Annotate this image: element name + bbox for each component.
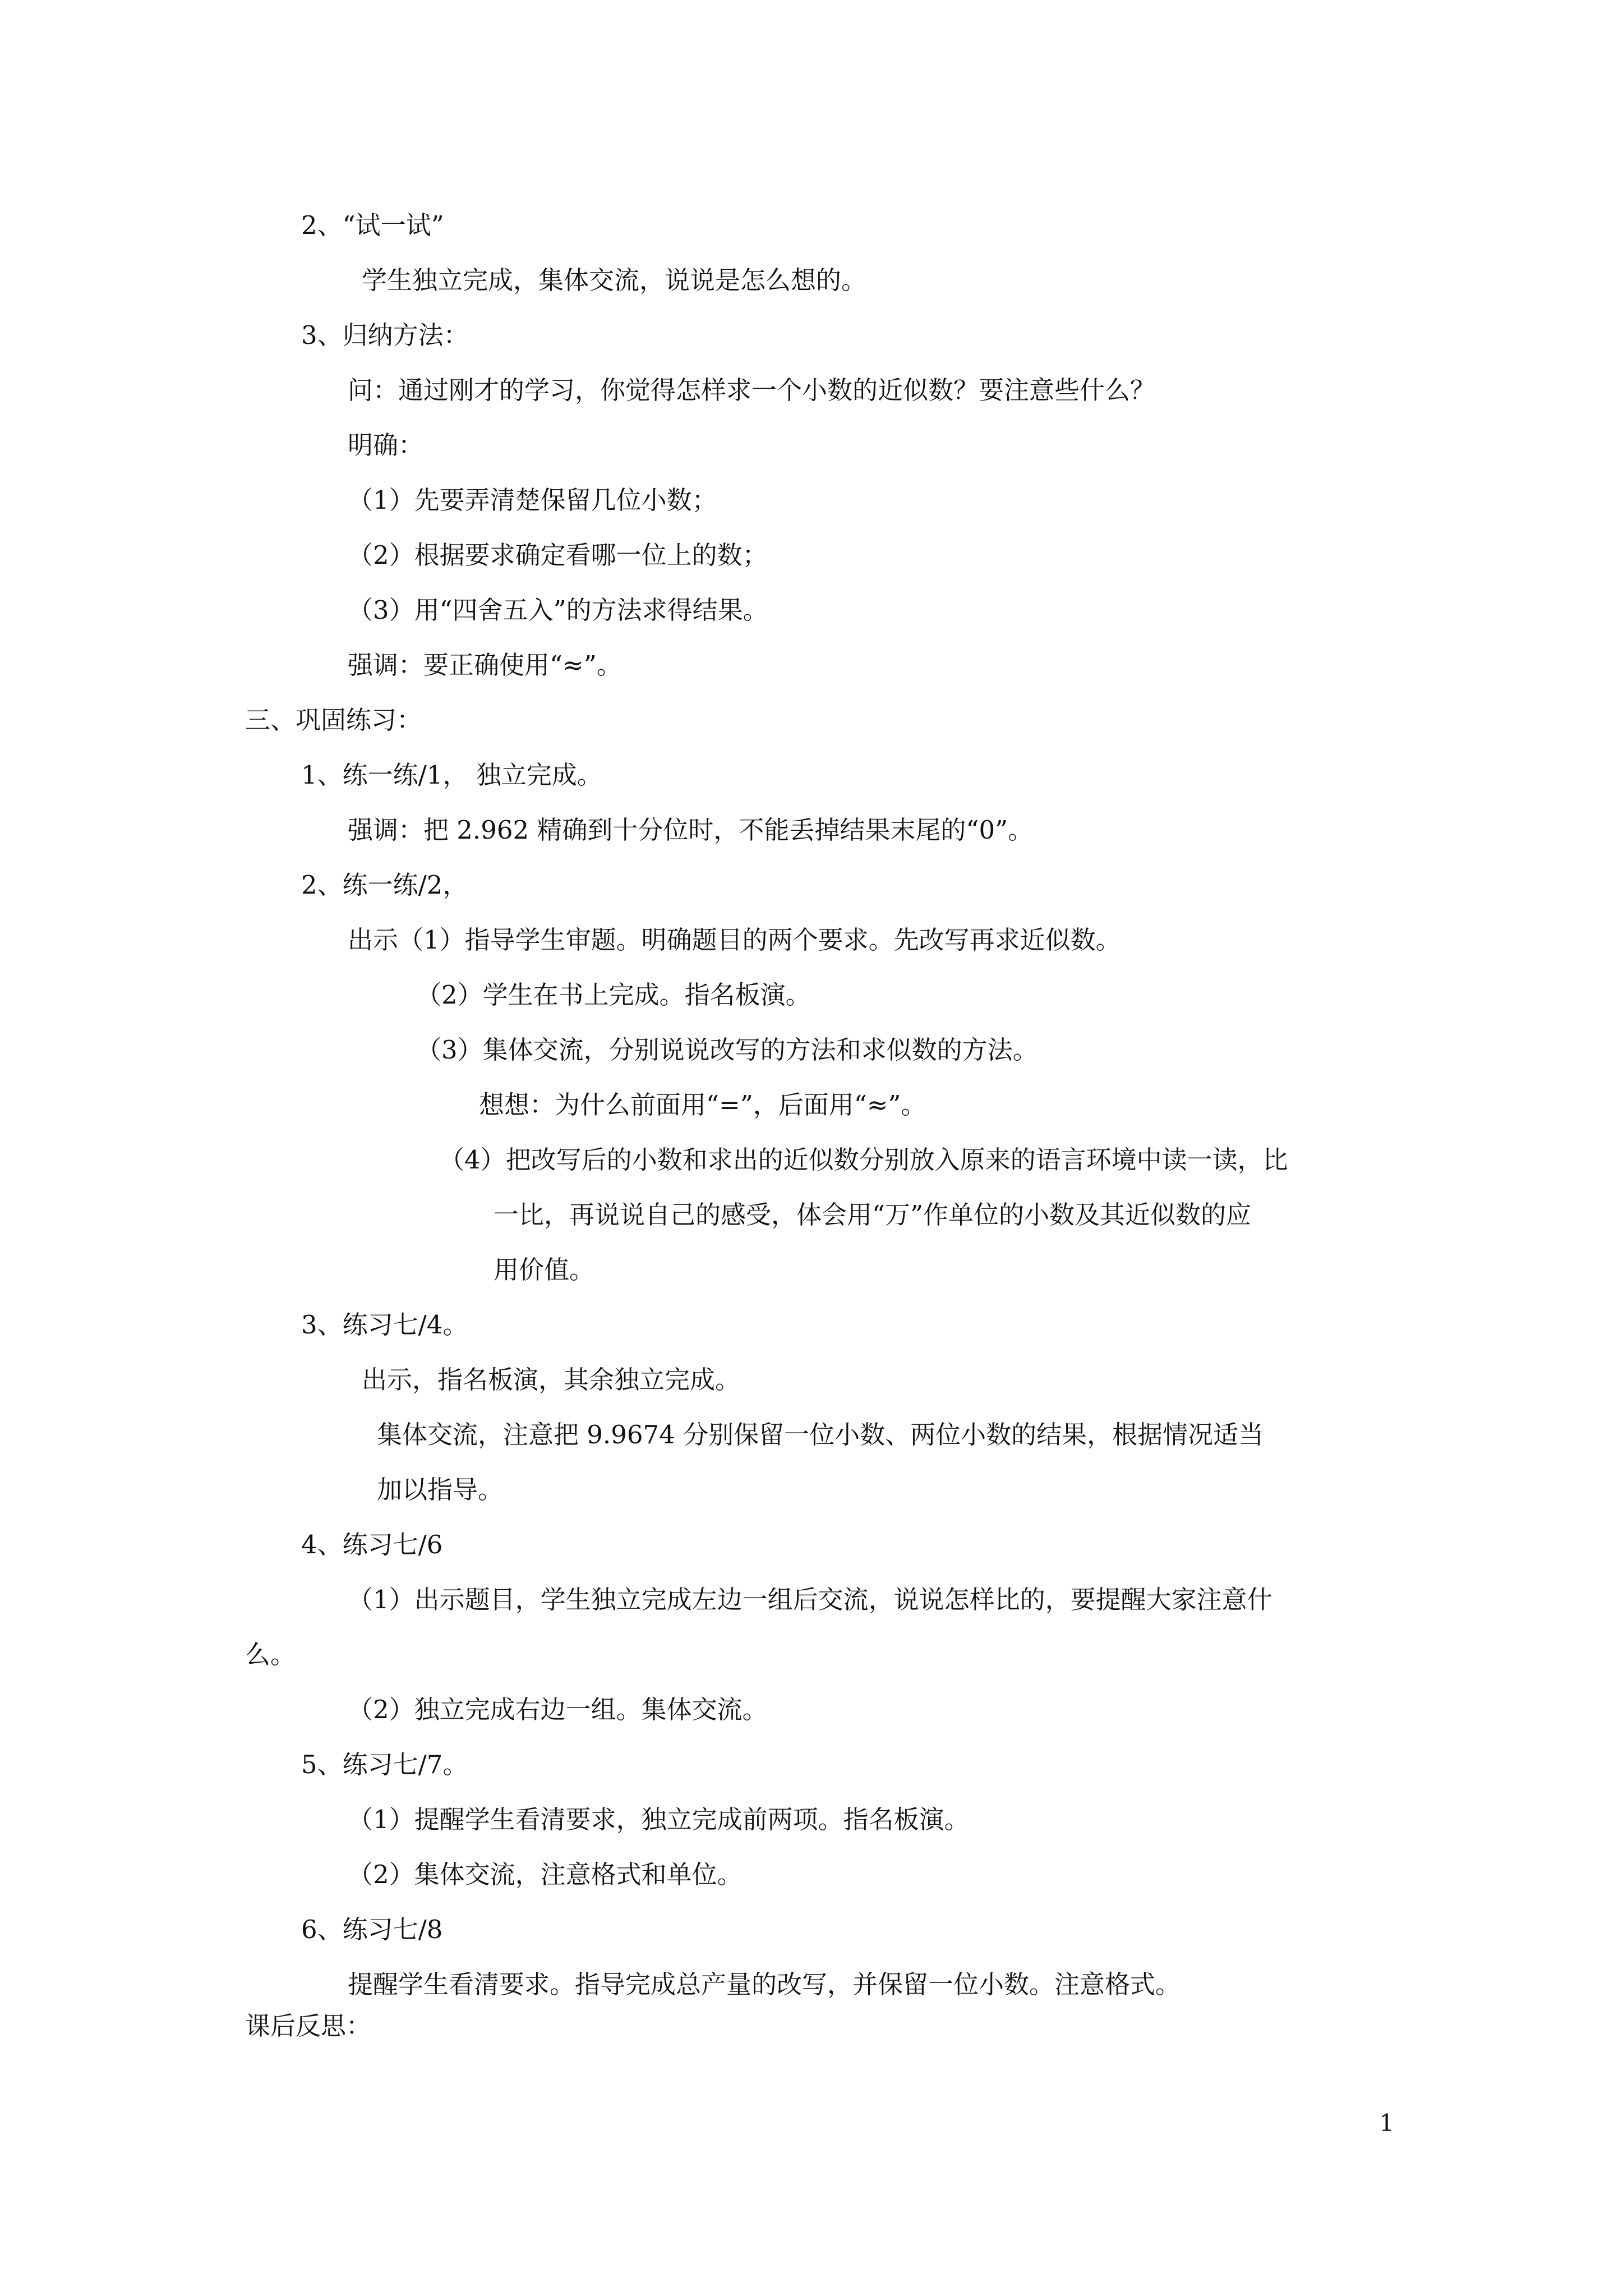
text-line: 明确：: [348, 430, 424, 460]
text-line: 3、归纳方法：: [301, 320, 469, 350]
text-line: （1）先要弄清楚保留几位小数；: [348, 485, 717, 515]
text-line: 问：通过刚才的学习，你觉得怎样求一个小数的近似数？要注意些什么？: [348, 375, 1156, 405]
text-line: （4）把改写后的小数和求出的近似数分别放入原来的语言环境中读一读，比: [439, 1145, 1288, 1175]
text-line: （2）学生在书上完成。指名板演。: [416, 980, 811, 1010]
text-line: 2、“试一试”: [301, 210, 444, 240]
text-line: 么。: [245, 1640, 296, 1669]
text-line: （2）独立完成右边一组。集体交流。: [348, 1695, 768, 1724]
text-line: 集体交流，注意把 9.9674 分别保留一位小数、两位小数的结果，根据情况适当: [377, 1420, 1264, 1450]
text-line: 强调：要正确使用“≈”。: [348, 650, 622, 680]
text-line: 1、练一练/1， 独立完成。: [301, 760, 602, 790]
text-line: 5、练习七/7。: [301, 1750, 468, 1779]
text-line: （1）提醒学生看清要求，独立完成前两项。指名板演。: [348, 1805, 970, 1834]
text-line: 学生独立完成，集体交流，说说是怎么想的。: [362, 265, 867, 295]
text-line: 出示（1）指导学生审题。明确题目的两个要求。先改写再求近似数。: [348, 925, 1121, 955]
section-heading: 三、巩固练习：: [245, 705, 422, 735]
page-number: 1: [1379, 2109, 1394, 2137]
section-heading: 课后反思：: [245, 2011, 372, 2041]
text-line: 用价值。: [494, 1255, 595, 1285]
text-line: （2）集体交流，注意格式和单位。: [348, 1860, 743, 1889]
text-line: （2）根据要求确定看哪一位上的数；: [348, 540, 768, 570]
text-line: 2、练一练/2，: [301, 870, 468, 900]
text-line: 加以指导。: [377, 1475, 504, 1504]
text-line: 4、练习七/6: [301, 1530, 443, 1559]
text-line: 3、练习七/4。: [301, 1310, 468, 1340]
text-line: 6、练习七/8: [301, 1915, 443, 1944]
text-line: 想想：为什么前面用“=”，后面用“≈”。: [479, 1090, 926, 1120]
text-line: （3）用“四舍五入”的方法求得结果。: [348, 595, 768, 625]
text-line: 提醒学生看清要求。指导完成总产量的改写，并保留一位小数。注意格式。: [348, 1970, 1181, 1999]
text-line: 出示，指名板演，其余独立完成。: [362, 1365, 741, 1395]
text-line: 强调：把 2.962 精确到十分位时，不能丢掉结果末尾的“0”。: [348, 815, 1034, 845]
text-line: （1）出示题目，学生独立完成左边一组后交流，说说怎样比的，要提醒大家注意什: [348, 1585, 1272, 1614]
text-line: （3）集体交流，分别说说改写的方法和求似数的方法。: [416, 1035, 1038, 1065]
text-line: 一比，再说说自己的感受，体会用“万”作单位的小数及其近似数的应: [494, 1200, 1252, 1230]
